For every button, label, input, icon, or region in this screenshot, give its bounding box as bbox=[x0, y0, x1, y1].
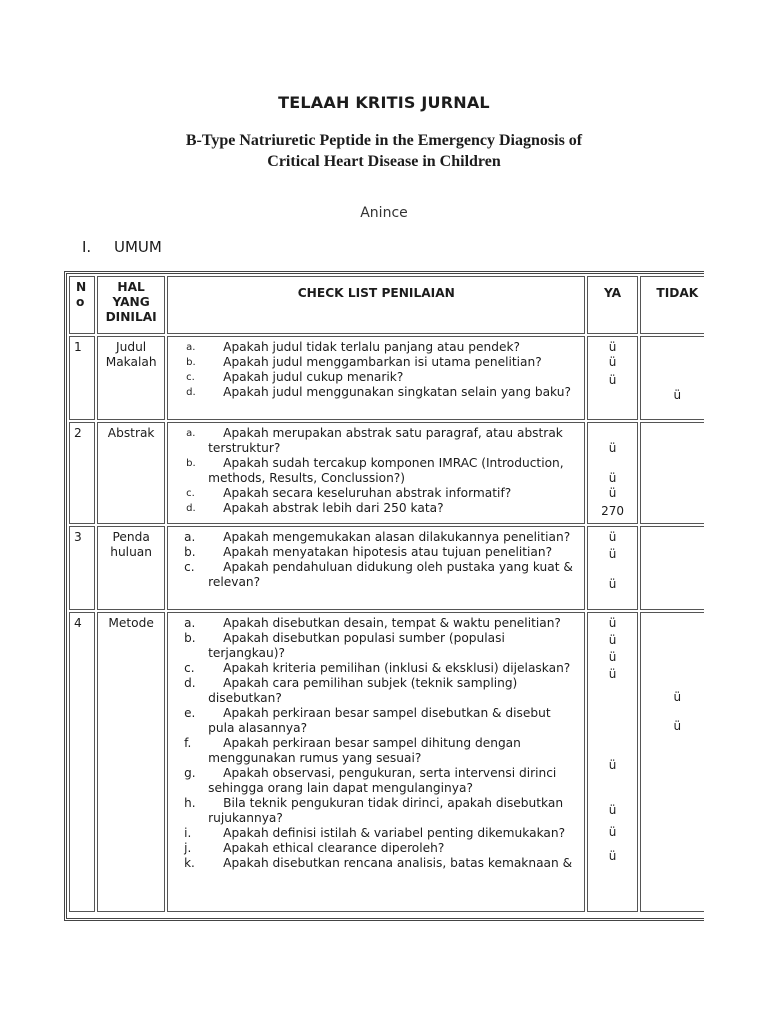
paper-title bbox=[0, 130, 768, 172]
item-marker: c. bbox=[186, 488, 195, 499]
item-text: Apakah mengemukakan alasan dilakukannya penelitian? bbox=[223, 530, 571, 544]
item-marker: c. bbox=[186, 372, 195, 383]
header-no-label: N o bbox=[76, 280, 87, 309]
item-text: Apakah disebutkan rencana analisis, batas kemaknaan & bbox=[223, 856, 573, 870]
row-topic: Penda huluan bbox=[97, 526, 165, 610]
item-text: Apakah ethical clearance diperoleh? bbox=[223, 841, 445, 855]
section-number: I. bbox=[82, 238, 92, 256]
list-item bbox=[172, 841, 580, 856]
row-topic: Judul Makalah bbox=[97, 336, 165, 420]
list-item bbox=[172, 456, 580, 486]
check-mark: ü bbox=[673, 388, 682, 402]
row-number: 2 bbox=[69, 422, 95, 524]
item-text: Apakah perkiraan besar sampel disebutkan & disebut pula alasannya? bbox=[208, 706, 551, 735]
check-mark: ü bbox=[608, 471, 617, 485]
item-marker: j. bbox=[184, 841, 192, 855]
ya-cell bbox=[587, 336, 637, 420]
row-number: 3 bbox=[69, 526, 95, 610]
item-marker: d. bbox=[186, 503, 196, 514]
check-mark: ü bbox=[608, 650, 617, 664]
list-item bbox=[172, 545, 580, 560]
item-text: Apakah judul menggambarkan isi utama penelitian? bbox=[223, 355, 542, 369]
row-checklist bbox=[167, 526, 585, 610]
list-item bbox=[172, 706, 580, 736]
ya-cell bbox=[587, 526, 637, 610]
list-item bbox=[172, 560, 580, 590]
item-marker: a. bbox=[186, 428, 196, 439]
checklist-table bbox=[67, 274, 704, 914]
ya-cell bbox=[587, 422, 637, 524]
check-mark: ü bbox=[608, 486, 617, 500]
check-mark: ü bbox=[608, 547, 617, 561]
item-text: Apakah judul tidak terlalu panjang atau pendek? bbox=[223, 340, 520, 354]
check-mark: ü bbox=[608, 849, 617, 863]
list-item bbox=[172, 661, 580, 676]
checklist-table-frame bbox=[64, 271, 704, 921]
item-text: Apakah judul menggunakan singkatan selain yang baku? bbox=[223, 385, 571, 399]
check-mark: ü bbox=[673, 719, 682, 733]
check-mark: ü bbox=[608, 373, 617, 387]
header-tidak-label: TIDAK bbox=[656, 286, 699, 300]
item-marker: f. bbox=[184, 736, 192, 750]
header-ya bbox=[587, 276, 637, 334]
item-text: Apakah kriteria pemilihan (inklusi & eksklusi) dijelaskan? bbox=[223, 661, 571, 675]
section-heading bbox=[82, 238, 162, 256]
header-check-label: CHECK LIST PENILAIAN bbox=[297, 286, 455, 300]
item-marker: b. bbox=[186, 458, 196, 469]
ya-cell bbox=[587, 612, 637, 912]
list-item bbox=[172, 736, 580, 766]
paper-title-line-2: Critical Heart Disease in Children bbox=[267, 153, 501, 170]
list-item bbox=[172, 530, 580, 545]
row-number: 4 bbox=[69, 612, 95, 912]
item-text: Apakah menyatakan hipotesis atau tujuan penelitian? bbox=[223, 545, 553, 559]
row-checklist bbox=[167, 422, 585, 524]
word-count: 270 bbox=[601, 504, 625, 518]
item-text: Apakah perkiraan besar sampel dihitung dengan menggunakan rumus yang sesuai? bbox=[208, 736, 521, 765]
item-marker: d. bbox=[186, 387, 196, 398]
list-item bbox=[172, 616, 580, 631]
check-mark: ü bbox=[608, 616, 617, 630]
check-mark: ü bbox=[608, 340, 617, 354]
item-marker: b. bbox=[184, 545, 196, 559]
list-item bbox=[172, 385, 580, 400]
item-text: Apakah definisi istilah & variabel penting dikemukakan? bbox=[223, 826, 566, 840]
item-marker: h. bbox=[184, 796, 196, 810]
item-text: Apakah merupakan abstrak satu paragraf, atau abstrak terstruktur? bbox=[208, 426, 563, 455]
table-row bbox=[69, 336, 704, 420]
item-marker: i. bbox=[184, 826, 192, 840]
list-item bbox=[172, 796, 580, 826]
item-text: Apakah disebutkan populasi sumber (populasi terjangkau)? bbox=[208, 631, 505, 660]
row-number: 1 bbox=[69, 336, 95, 420]
tidak-cell bbox=[640, 526, 704, 610]
paper-title-line-1: B-Type Natriuretic Peptide in the Emergency Diagnosis of bbox=[185, 132, 583, 149]
author-name: Anince bbox=[360, 205, 408, 221]
list-item bbox=[172, 631, 580, 661]
table-header-row bbox=[69, 276, 704, 334]
list-item bbox=[172, 486, 580, 501]
row-checklist bbox=[167, 612, 585, 912]
check-mark: ü bbox=[608, 577, 617, 591]
item-marker: g. bbox=[184, 766, 196, 780]
check-mark: ü bbox=[608, 441, 617, 455]
check-mark: ü bbox=[673, 690, 682, 704]
item-marker: a. bbox=[184, 530, 196, 544]
section-title: UMUM bbox=[114, 238, 162, 256]
table-row bbox=[69, 526, 704, 610]
item-text: Apakah pendahuluan didukung oleh pustaka yang kuat & relevan? bbox=[208, 560, 573, 589]
header-hal bbox=[97, 276, 165, 334]
row-topic: Metode bbox=[97, 612, 165, 912]
tidak-cell bbox=[640, 422, 704, 524]
header-check-list bbox=[167, 276, 585, 334]
item-text: Apakah abstrak lebih dari 250 kata? bbox=[223, 501, 444, 515]
tidak-cell bbox=[640, 612, 704, 912]
list-item bbox=[172, 766, 580, 796]
check-mark: ü bbox=[608, 825, 617, 839]
item-marker: k. bbox=[184, 856, 195, 870]
table-row bbox=[69, 422, 704, 524]
item-marker: e. bbox=[184, 706, 196, 720]
list-item bbox=[172, 426, 580, 456]
row-checklist bbox=[167, 336, 585, 420]
list-item bbox=[172, 856, 580, 871]
header-ya-label: YA bbox=[604, 286, 622, 300]
item-marker: a. bbox=[186, 342, 196, 353]
item-marker: d. bbox=[184, 676, 196, 690]
tidak-cell bbox=[640, 336, 704, 420]
item-marker: a. bbox=[184, 616, 196, 630]
check-mark: ü bbox=[608, 667, 617, 681]
check-mark: ü bbox=[608, 355, 617, 369]
item-marker: b. bbox=[184, 631, 196, 645]
item-marker: c. bbox=[184, 560, 195, 574]
item-text: Apakah observasi, pengukuran, serta intervensi dirinci sehingga orang lain dapat mengulanginya? bbox=[208, 766, 557, 795]
list-item bbox=[172, 501, 580, 516]
list-item bbox=[172, 370, 580, 385]
list-item bbox=[172, 340, 580, 355]
list-item bbox=[172, 355, 580, 370]
item-marker: b. bbox=[186, 357, 196, 368]
item-marker: c. bbox=[184, 661, 195, 675]
check-mark: ü bbox=[608, 803, 617, 817]
header-tidak bbox=[640, 276, 704, 334]
item-text: Apakah secara keseluruhan abstrak informatif? bbox=[223, 486, 512, 500]
header-hal-label: HAL YANG DINILAI bbox=[105, 280, 157, 324]
list-item bbox=[172, 826, 580, 841]
check-mark: ü bbox=[608, 633, 617, 647]
list-item bbox=[172, 676, 580, 706]
item-text: Apakah disebutkan desain, tempat & waktu penelitian? bbox=[223, 616, 561, 630]
item-text: Apakah cara pemilihan subjek (teknik sampling) disebutkan? bbox=[208, 676, 518, 705]
item-text: Apakah judul cukup menarik? bbox=[223, 370, 404, 384]
row-topic: Abstrak bbox=[97, 422, 165, 524]
page-title: TELAAH KRITIS JURNAL bbox=[278, 93, 490, 112]
table-row bbox=[69, 612, 704, 912]
item-text: Apakah sudah tercakup komponen IMRAC (Introduction, methods, Results, Conclussion?) bbox=[208, 456, 564, 485]
header-no bbox=[69, 276, 95, 334]
check-mark: ü bbox=[608, 758, 617, 772]
check-mark: ü bbox=[608, 530, 617, 544]
item-text: Bila teknik pengukuran tidak dirinci, apakah disebutkan rujukannya? bbox=[208, 796, 564, 825]
